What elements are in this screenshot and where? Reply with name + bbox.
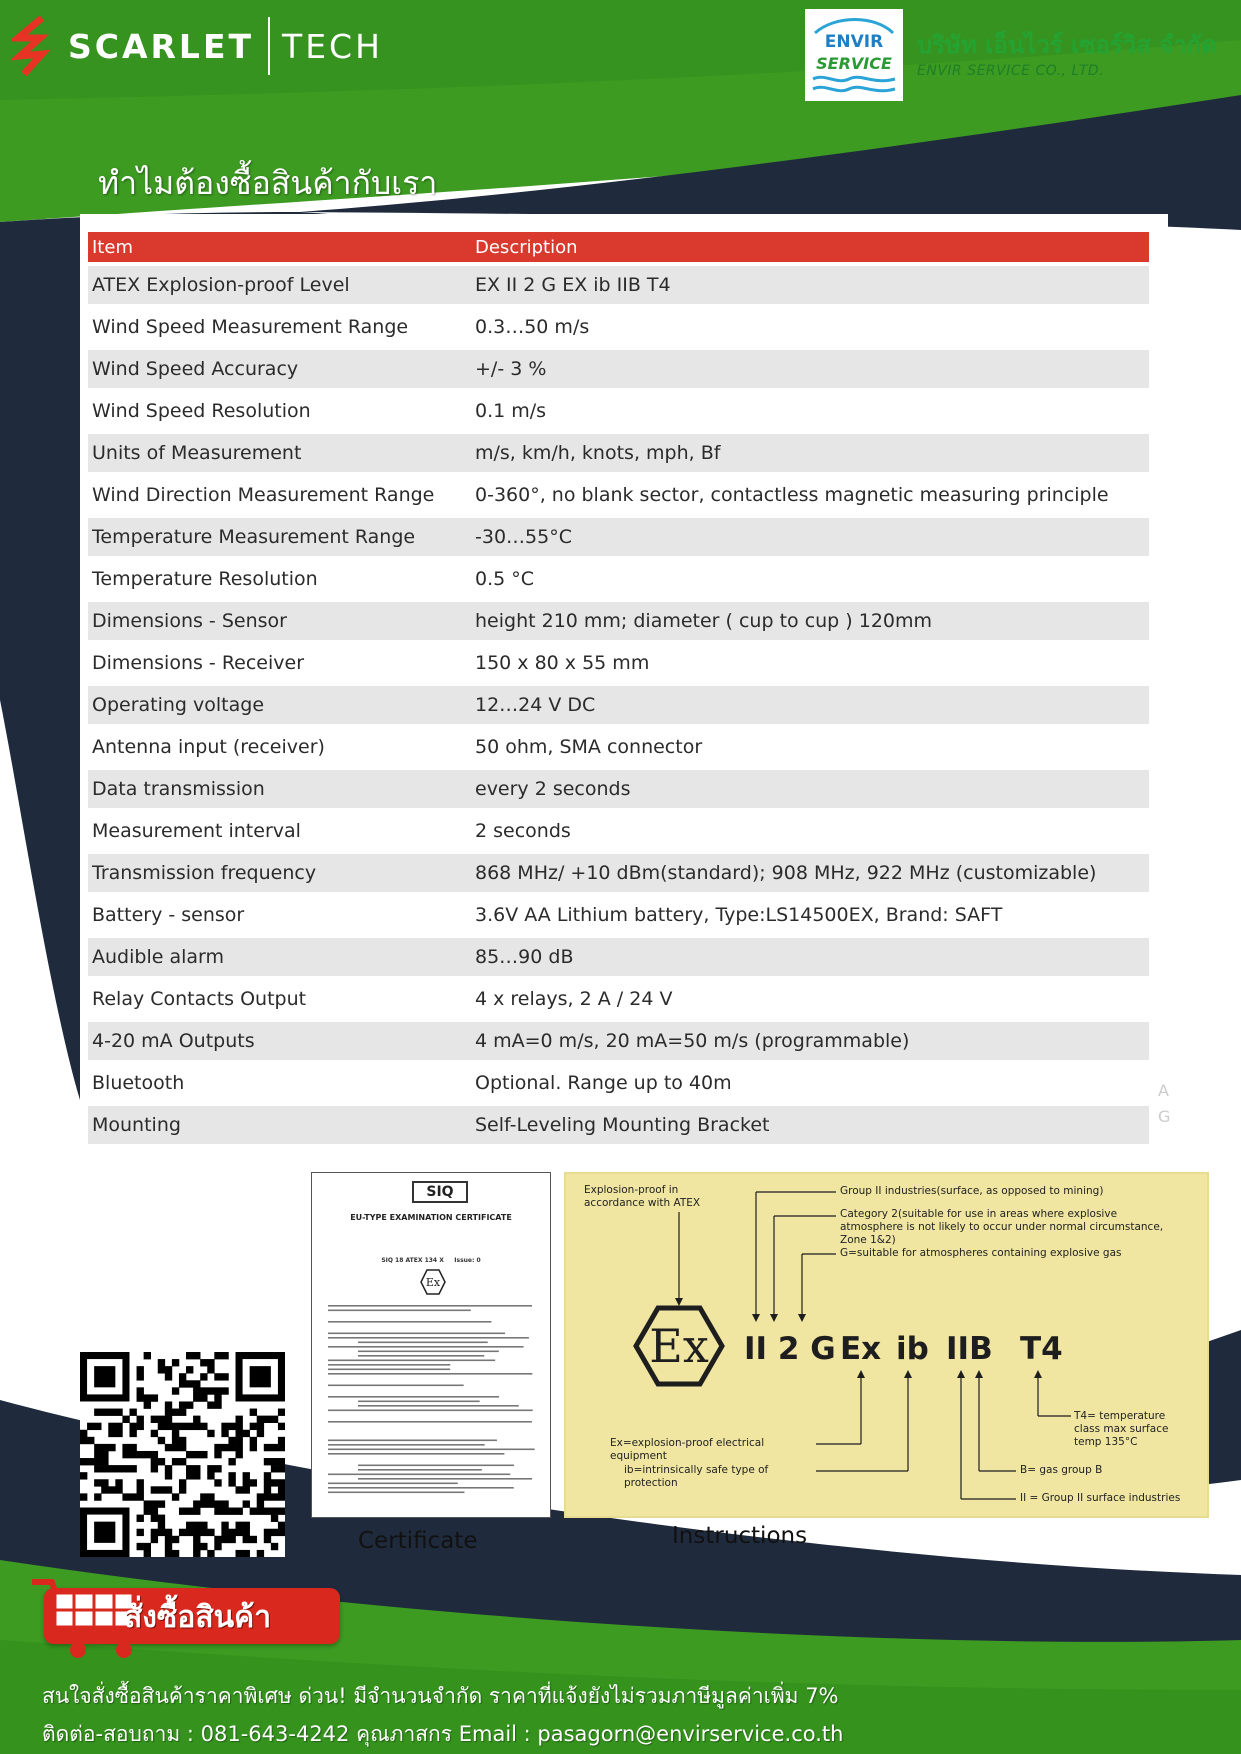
certificate-caption: Certificate <box>358 1528 478 1554</box>
label-group-ii: Group II industries(surface, as opposed to mining) <box>840 1185 1104 1197</box>
spec-item: Battery - sensor <box>88 896 471 934</box>
svg-text:Ex: Ex <box>649 1319 709 1373</box>
spec-table-body <box>88 266 1149 1144</box>
table-row <box>88 854 1149 892</box>
spec-table <box>88 228 1149 1148</box>
logo-text-service: SERVICE <box>816 54 892 73</box>
marking-iib: IIB <box>946 1331 993 1367</box>
spec-item: Dimensions - Sensor <box>88 602 471 640</box>
table-row <box>88 266 1149 304</box>
cropped-edge-text: A G <box>1158 1081 1171 1126</box>
logo-text-envir: ENVIR <box>824 32 884 52</box>
spec-item: Wind Speed Resolution <box>88 392 471 430</box>
order-button[interactable] <box>28 1572 340 1664</box>
spec-item: Temperature Resolution <box>88 560 471 598</box>
scarlet-logo-icon <box>12 16 58 76</box>
marking-ii2g: II 2 G <box>744 1331 836 1367</box>
spec-table-header <box>88 232 1149 262</box>
certificate-issue: Issue: 0 <box>454 1257 481 1264</box>
spec-description: -30…55°C <box>471 518 1149 556</box>
instructions-caption: Instructions <box>672 1523 808 1549</box>
table-row <box>88 1106 1149 1144</box>
table-row <box>88 602 1149 640</box>
svg-text:Ex: Ex <box>425 1276 441 1289</box>
table-row <box>88 644 1149 682</box>
atex-instructions <box>564 1172 1209 1518</box>
spec-item: Dimensions - Receiver <box>88 644 471 682</box>
spec-item: Measurement interval <box>88 812 471 850</box>
certificate-image <box>311 1172 551 1518</box>
label-explosion-proof: Explosion-proof in accordance with ATEX <box>584 1184 701 1209</box>
spec-item: Temperature Measurement Range <box>88 518 471 556</box>
table-row <box>88 1064 1149 1102</box>
spec-item: Operating voltage <box>88 686 471 724</box>
qr-code[interactable] <box>80 1352 285 1557</box>
brand-name-2: TECH <box>282 26 383 66</box>
table-row <box>88 938 1149 976</box>
envir-service-logo <box>805 9 903 101</box>
table-row <box>88 686 1149 724</box>
spec-item: Audible alarm <box>88 938 471 976</box>
label-t4: T4= temperature class max surface temp 135°C <box>1074 1410 1169 1448</box>
spec-description: 0.5 °C <box>471 560 1149 598</box>
spec-description: every 2 seconds <box>471 770 1149 808</box>
table-row <box>88 980 1149 1018</box>
marking-ib: ib <box>896 1331 929 1367</box>
spec-description: 0.1 m/s <box>471 392 1149 430</box>
brand-scarlet-tech <box>12 14 383 78</box>
spec-item: Wind Speed Accuracy <box>88 350 471 388</box>
spec-description: 4 mA=0 m/s, 20 mA=50 m/s (programmable) <box>471 1022 1149 1060</box>
spec-description: 0.3…50 m/s <box>471 308 1149 346</box>
spec-item: Mounting <box>88 1106 471 1144</box>
footer-contact: ติดต่อ-สอบถาม : 081-643-4242 คุณภาสกร Email : pasagorn@envirservice.co.th <box>42 1722 844 1746</box>
spec-item: 4-20 mA Outputs <box>88 1022 471 1060</box>
footer-promo: สนใจสั่งซื้อสินค้าราคาพิเศษ ด่วน! มีจำนวนจำกัด ราคาที่แจ้งยังไม่รวมภาษีมูลค่าเพิ่ม 7% <box>42 1684 839 1708</box>
spec-description: 4 x relays, 2 A / 24 V <box>471 980 1149 1018</box>
spec-description: Self-Leveling Mounting Bracket <box>471 1106 1149 1144</box>
spec-item: Bluetooth <box>88 1064 471 1102</box>
certificate-title: EU-TYPE EXAMINATION CERTIFICATE <box>350 1213 512 1222</box>
spec-description: 3.6V AA Lithium battery, Type:LS14500EX, Brand: SAFT <box>471 896 1149 934</box>
spec-item: Transmission frequency <box>88 854 471 892</box>
ex-mark-icon <box>420 1269 446 1295</box>
certificate-logo: SIQ <box>412 1181 468 1203</box>
spec-description: EX II 2 G EX ib IIB T4 <box>471 266 1149 304</box>
spec-description: m/s, km/h, knots, mph, Bf <box>471 434 1149 472</box>
brand-name: SCARLET <box>68 26 255 66</box>
column-header-item: Item <box>88 232 471 262</box>
table-row <box>88 812 1149 850</box>
spec-description: Optional. Range up to 40m <box>471 1064 1149 1102</box>
table-row <box>88 560 1149 598</box>
spec-description: 2 seconds <box>471 812 1149 850</box>
table-row <box>88 1022 1149 1060</box>
spec-description: 85…90 dB <box>471 938 1149 976</box>
page-title: ทำไมต้องซื้อสินค้ากับเรา <box>98 164 438 202</box>
label-ii: II = Group II surface industries <box>1020 1492 1181 1504</box>
company-name-en: ENVIR SERVICE CO., LTD. <box>917 63 1105 79</box>
table-row <box>88 518 1149 556</box>
certificate-body-text <box>328 1301 538 1501</box>
company-name <box>917 31 1217 79</box>
spec-item: Relay Contacts Output <box>88 980 471 1018</box>
spec-item: Data transmission <box>88 770 471 808</box>
marking-ex: Ex <box>840 1331 882 1367</box>
label-ib: ib=intrinsically safe type of protection <box>624 1464 769 1489</box>
table-row <box>88 434 1149 472</box>
spec-item: Units of Measurement <box>88 434 471 472</box>
table-row <box>88 350 1149 388</box>
spec-description: 12…24 V DC <box>471 686 1149 724</box>
label-g: G=suitable for atmospheres containing explosive gas <box>840 1247 1122 1259</box>
table-row <box>88 476 1149 514</box>
table-row <box>88 728 1149 766</box>
marking-t4: T4 <box>1020 1331 1063 1367</box>
label-category-2: Category 2(suitable for use in areas where explosive atmosphere is not likely to occur under normal circumstance, Zone 1&2) <box>840 1208 1164 1246</box>
column-header-description: Description <box>471 232 1149 262</box>
table-row <box>88 770 1149 808</box>
spec-description: 0-360°, no blank sector, contactless magnetic measuring principle <box>471 476 1149 514</box>
company-name-th: บริษัท เอ็นไวร์ เซอร์วิส จำกัด <box>917 31 1217 59</box>
spec-description: 868 MHz/ +10 dBm(standard); 908 MHz, 922 MHz (customizable) <box>471 854 1149 892</box>
spec-item: Wind Direction Measurement Range <box>88 476 471 514</box>
label-ex: Ex=explosion-proof electrical equipment <box>610 1437 765 1462</box>
spec-description: height 210 mm; diameter ( cup to cup ) 120mm <box>471 602 1149 640</box>
certificate-number <box>322 1257 540 1264</box>
spec-item: ATEX Explosion-proof Level <box>88 266 471 304</box>
label-b: B= gas group B <box>1020 1464 1103 1476</box>
certificate-number-text: SIQ 18 ATEX 134 X <box>381 1257 444 1264</box>
spec-item: Wind Speed Measurement Range <box>88 308 471 346</box>
spec-description: 50 ohm, SMA connector <box>471 728 1149 766</box>
spec-description: 150 x 80 x 55 mm <box>471 644 1149 682</box>
spec-description: +/- 3 % <box>471 350 1149 388</box>
table-row <box>88 308 1149 346</box>
table-row <box>88 392 1149 430</box>
brand-divider <box>268 17 270 75</box>
order-button-label: สั่งซื้อสินค้า <box>124 1600 272 1635</box>
table-row <box>88 896 1149 934</box>
spec-item: Antenna input (receiver) <box>88 728 471 766</box>
